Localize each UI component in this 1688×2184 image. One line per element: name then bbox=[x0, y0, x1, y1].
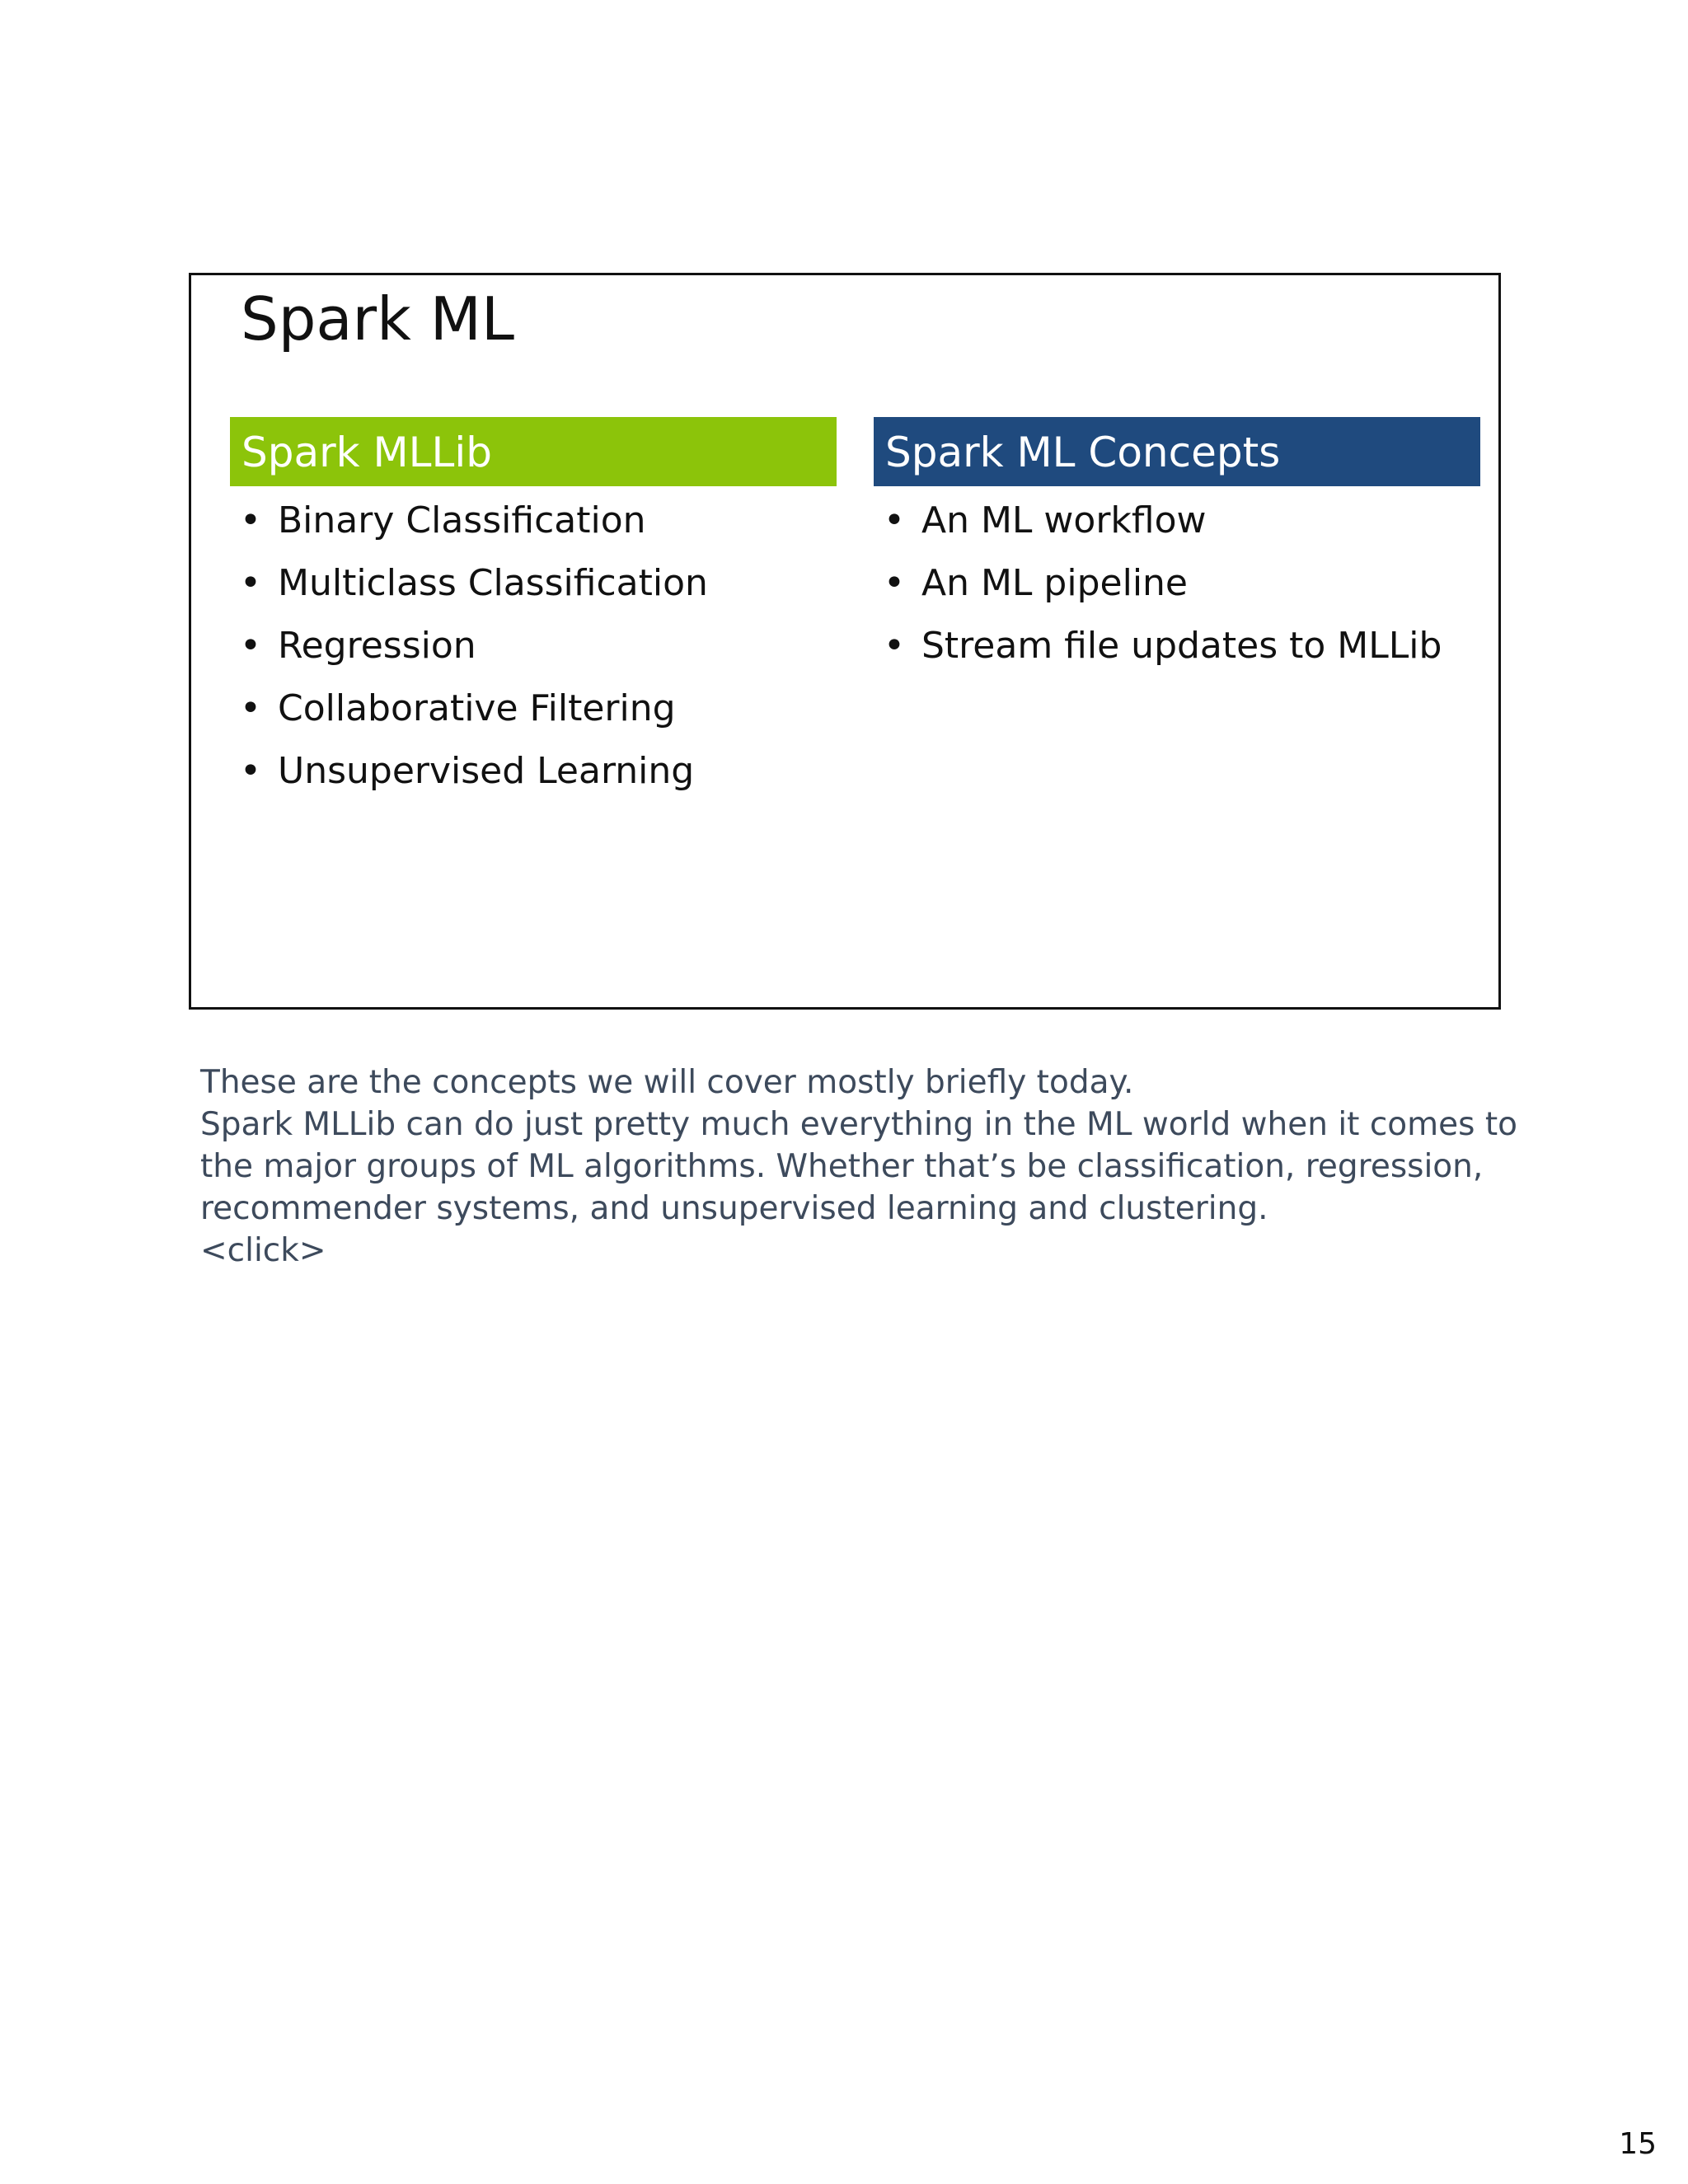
slide-title: Spark ML bbox=[241, 284, 514, 354]
list-item: • Collaborative Filtering bbox=[230, 677, 837, 740]
list-item: • Binary Classification bbox=[230, 490, 837, 552]
right-bullet-list bbox=[874, 490, 1480, 677]
list-item: • Multiclass Classification bbox=[230, 552, 837, 615]
notes-line: the major groups of ML algorithms. Whether that’s be classification, regression, bbox=[200, 1148, 1484, 1185]
notes-line: These are the concepts we will cover mostly briefly today. bbox=[200, 1064, 1134, 1101]
right-column bbox=[874, 417, 1480, 677]
list-item: • An ML workflow bbox=[874, 490, 1480, 552]
speaker-notes bbox=[200, 1062, 1519, 1272]
left-column-header: Spark MLLib bbox=[230, 417, 837, 486]
left-column bbox=[230, 417, 837, 803]
list-item: • Unsupervised Learning bbox=[230, 740, 837, 803]
list-item: • Stream file updates to MLLib bbox=[874, 615, 1480, 677]
notes-line: <click> bbox=[200, 1232, 326, 1269]
list-item: • An ML pipeline bbox=[874, 552, 1480, 615]
left-bullet-list bbox=[230, 490, 837, 803]
notes-line: recommender systems, and unsupervised learning and clustering. bbox=[200, 1190, 1268, 1227]
list-item: • Regression bbox=[230, 615, 837, 677]
page-number: 15 bbox=[1619, 2127, 1657, 2161]
right-column-header: Spark ML Concepts bbox=[874, 417, 1480, 486]
slide-thumbnail bbox=[189, 273, 1501, 1010]
notes-line: Spark MLLib can do just pretty much everything in the ML world when it comes to bbox=[200, 1106, 1518, 1143]
